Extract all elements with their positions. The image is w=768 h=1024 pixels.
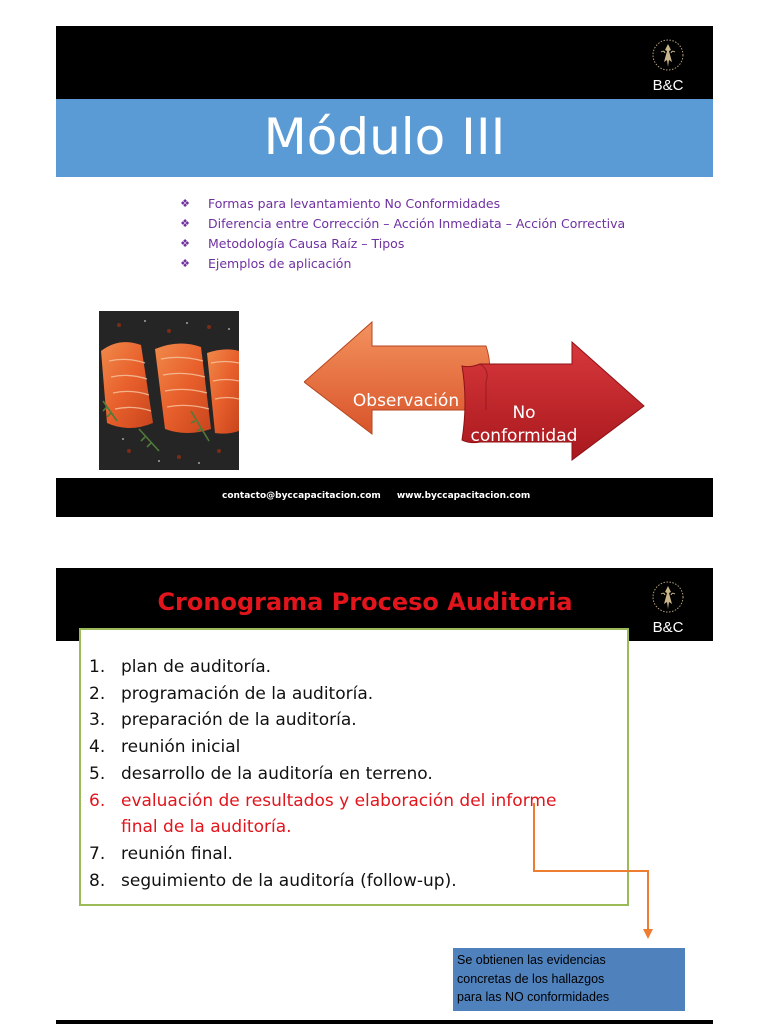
diamond-bullet-icon: ❖	[180, 197, 190, 210]
bc-emblem-icon	[652, 580, 684, 614]
list-item: 5. desarrollo de la auditoría en terreno.	[89, 763, 433, 784]
diamond-bullet-icon: ❖	[180, 257, 190, 270]
slide-cronograma	[56, 568, 713, 1024]
list-item: ❖ Formas para levantamiento No Conformidades	[178, 194, 625, 214]
list-item-highlighted: final de la auditoría.	[121, 817, 292, 838]
bottom-bar	[56, 1020, 713, 1024]
salmon-photo	[99, 311, 239, 470]
list-item: 8. seguimiento de la auditoría (follow-up).	[89, 870, 457, 891]
observation-vs-nonconformity-diagram	[304, 318, 654, 463]
list-item: 1. plan de auditoría.	[89, 657, 272, 677]
list-item: 2. programación de la auditoría.	[89, 683, 374, 704]
bc-logo	[638, 38, 698, 98]
top-bar	[56, 26, 713, 99]
footer-email: contacto@byccapacitacion.com	[222, 491, 381, 501]
slide-title: Módulo III	[263, 108, 506, 166]
arrow-right-label: No conformidad	[470, 403, 578, 446]
footer-website: www.byccapacitacion.com	[396, 491, 531, 501]
list-item: ❖ Ejemplos de aplicación	[178, 254, 625, 274]
list-item-highlighted: 6. evaluación de resultados y elaboración del informe	[89, 790, 557, 811]
arrow-left-label: Observación	[352, 391, 460, 411]
list-item: 4. reunión inicial	[89, 737, 241, 758]
bc-logo	[638, 580, 698, 640]
list-item: ❖ Metodología Causa Raíz – Tipos	[178, 234, 625, 254]
diamond-bullet-icon: ❖	[180, 217, 190, 230]
note-text: Se obtienen las evidencias concretas de los hallazgos para las NO conformidades	[457, 953, 610, 1004]
topic-list	[178, 194, 625, 274]
footer-bar	[56, 478, 713, 517]
footer-contact	[222, 491, 546, 501]
list-item: 7. reunión final.	[89, 843, 233, 864]
diamond-bullet-icon: ❖	[180, 237, 190, 250]
title-bar	[56, 99, 713, 177]
connector-arrow	[526, 803, 706, 943]
logo-text: B&C	[652, 619, 684, 636]
audit-steps-list	[89, 654, 556, 894]
slide-title: Cronograma Proceso Auditoria	[157, 588, 573, 616]
bc-emblem-icon	[652, 38, 684, 72]
list-item: 3. preparación de la auditoría.	[89, 710, 357, 731]
evidence-note	[453, 948, 685, 1011]
logo-text: B&C	[652, 77, 684, 94]
slide-modulo-iii	[56, 26, 713, 517]
list-item: ❖ Diferencia entre Corrección – Acción Inmediata – Acción Correctiva	[178, 214, 625, 234]
